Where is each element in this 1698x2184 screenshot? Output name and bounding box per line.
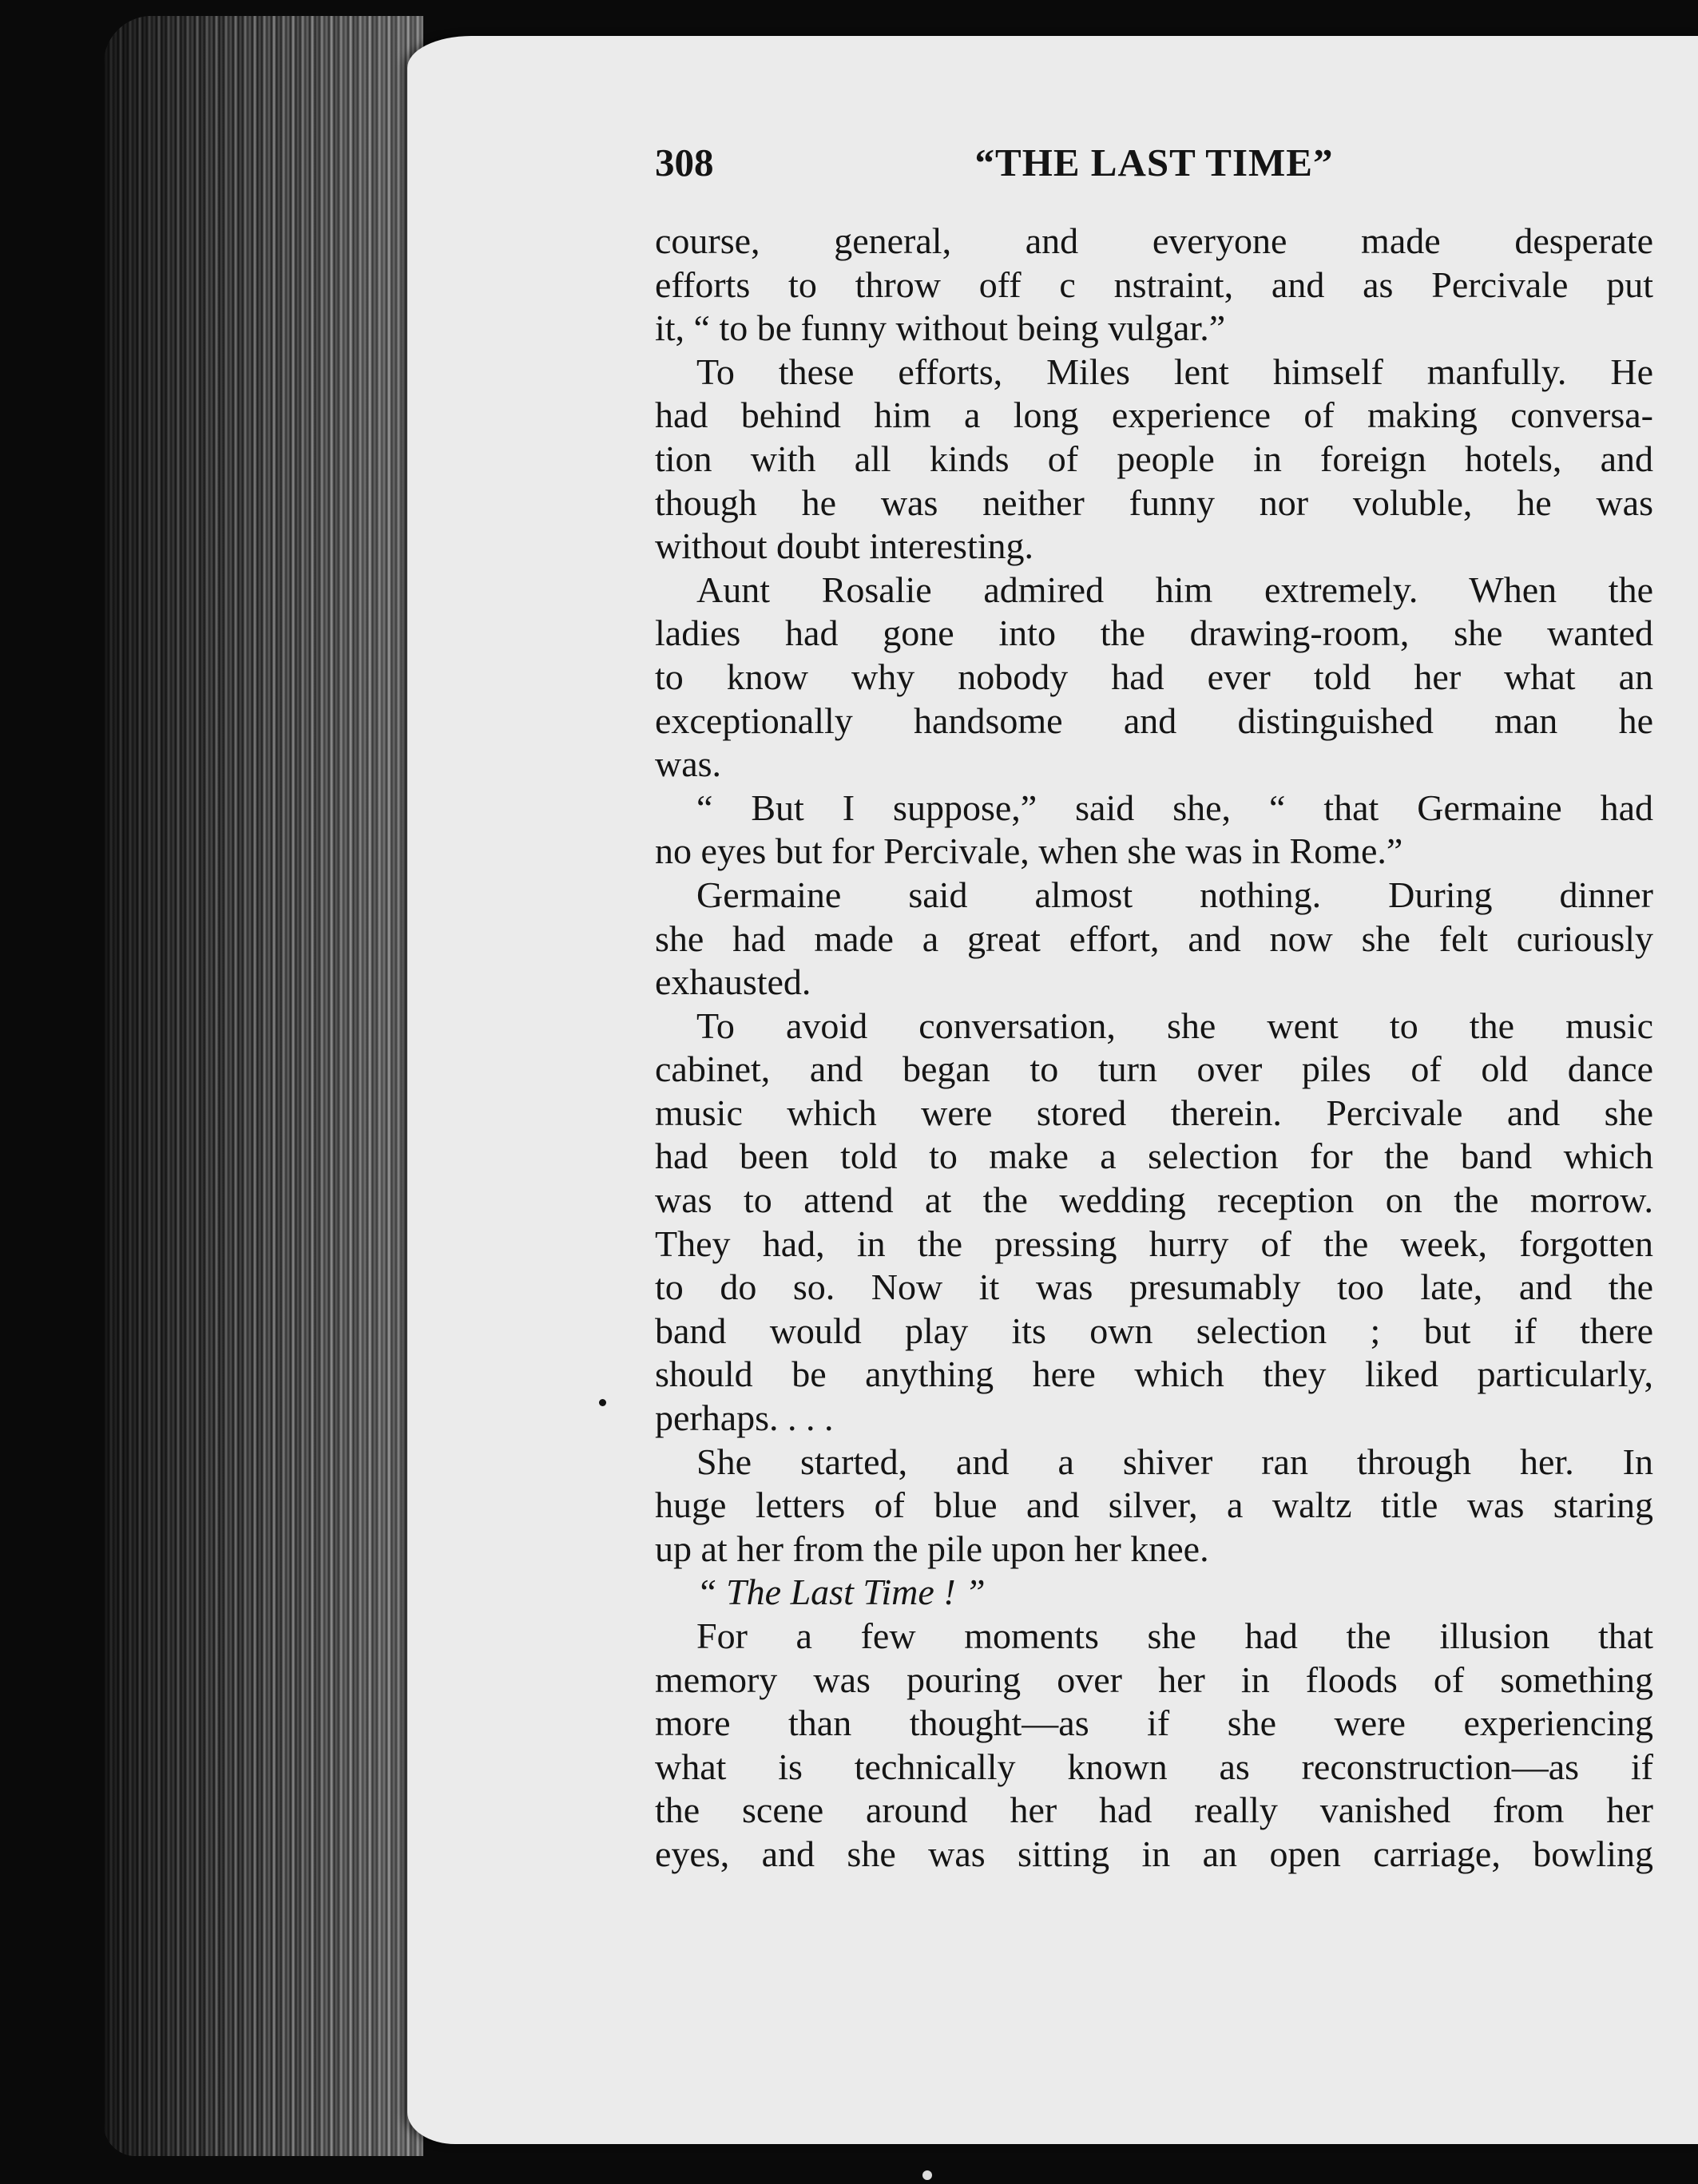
text-line: should be anything here which they liked particularly, <box>655 1354 1653 1395</box>
text-line: the scene around her had really vanished from her <box>655 1790 1653 1831</box>
text-line: had behind him a long experience of making conversa- <box>655 394 1653 436</box>
book-page-edges <box>104 16 423 2156</box>
text-line: efforts to throw off c nstraint, and as Percivale put <box>655 264 1653 305</box>
text-line: tion with all kinds of people in foreign hotels, and <box>655 438 1653 479</box>
page-number: 308 <box>655 141 714 184</box>
text-line: it, “ to be funny without being vulgar.” <box>655 307 1226 349</box>
margin-speck <box>599 1399 606 1406</box>
scan-speck <box>922 2170 932 2180</box>
text-line: To avoid conversation, she went to the music <box>696 1005 1653 1046</box>
text-line: course, general, and everyone made desperate <box>655 220 1653 261</box>
text-line: more than thought—as if she were experiencing <box>655 1702 1653 1744</box>
text-line: was. <box>655 743 722 785</box>
text-line: exhausted. <box>655 961 811 1003</box>
text-line: to know why nobody had ever told her what an <box>655 656 1653 697</box>
text-line: perhaps. . . . <box>655 1397 834 1439</box>
text-line: what is technically known as reconstruction—as if <box>655 1746 1653 1787</box>
text-line: “ But I suppose,” said she, “ that Germaine had <box>696 787 1653 828</box>
text-line: band would play its own selection ; but if there <box>655 1310 1653 1351</box>
text-line: ladies had gone into the drawing-room, she wanted <box>655 612 1653 654</box>
text-line: They had, in the pressing hurry of the week, forgotten <box>655 1223 1653 1264</box>
text-line: no eyes but for Percivale, when she was in Rome.” <box>655 830 1403 872</box>
text-line: without doubt interesting. <box>655 525 1034 567</box>
text-line: was to attend at the wedding reception on the morrow. <box>655 1179 1653 1221</box>
text-line: Aunt Rosalie admired him extremely. When the <box>696 569 1653 610</box>
text-line: to do so. Now it was presumably too late, and the <box>655 1266 1653 1308</box>
text-line: For a few moments she had the illusion that <box>696 1615 1653 1656</box>
text-line: huge letters of blue and silver, a waltz title was staring <box>655 1484 1653 1526</box>
text-line: memory was pouring over her in floods of something <box>655 1659 1653 1700</box>
text-line-waltz-title: “ The Last Time ! ” <box>696 1572 986 1613</box>
text-line: Germaine said almost nothing. During dinner <box>696 874 1653 915</box>
body-text <box>655 220 1653 1877</box>
text-line: To these efforts, Miles lent himself manfully. He <box>696 351 1653 392</box>
text-line: cabinet, and began to turn over piles of old dance <box>655 1048 1653 1090</box>
text-line: had been told to make a selection for the band which <box>655 1136 1653 1177</box>
text-line: though he was neither funny nor voluble, he was <box>655 482 1653 523</box>
text-line: exceptionally handsome and distinguished man he <box>655 700 1653 741</box>
page-header <box>655 140 1653 188</box>
text-line: she had made a great effort, and now she felt curiously <box>655 918 1653 959</box>
running-title: “THE LAST TIME” <box>974 141 1334 184</box>
text-line: She started, and a shiver ran through her. In <box>696 1441 1653 1482</box>
text-line: music which were stored therein. Percivale and she <box>655 1092 1653 1133</box>
text-line: up at her from the pile upon her knee. <box>655 1528 1209 1569</box>
text-line: eyes, and she was sitting in an open carriage, bowling <box>655 1833 1653 1874</box>
